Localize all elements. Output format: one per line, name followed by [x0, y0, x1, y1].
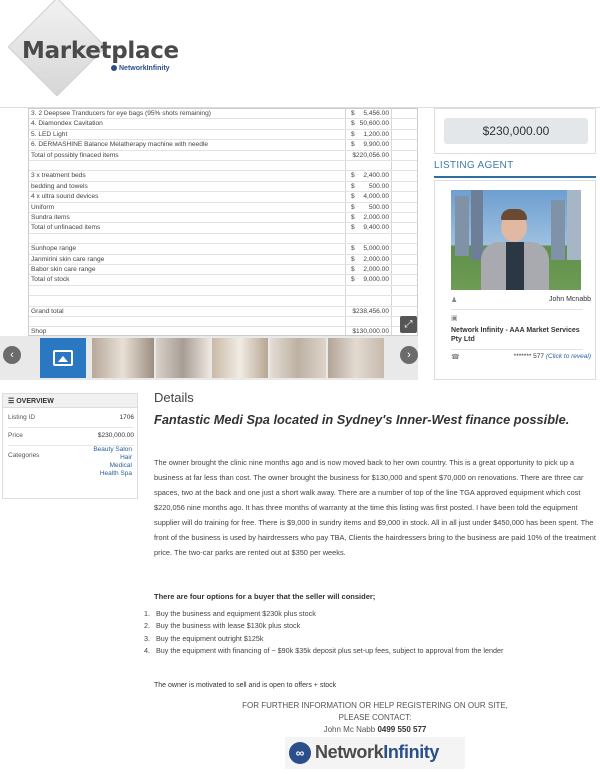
details-body: The owner brought the clinic nine months ago and is now moved back to her own country. This is a great opportunity to pick up a business at far less than cost. The owner brought the business for $130,000 and spent $70,000 on renovations. There are three car spaces, two at the back and one just a short walk away. There are a number of top of the line TGA approved equipment which cost $220,056 nine months ago. It has three months of warranty at the time this listing was first posted. I have been told the equipment supplier will do training for free. There is $9,000 in sundry items and $9,000 in stock. All in all just under $450,000 has been spent. The front of the business is used by hairdressers who pay TBA, Clients the hairdressers bring to the business are paid 10% of the treatment price. The two-car parks are rented out at $350 per weeks.: [154, 458, 596, 557]
details-title: Details: [154, 390, 194, 405]
photo-building: [455, 196, 469, 256]
logo-title[interactable]: Marketplace: [22, 38, 179, 64]
document-row: [29, 223, 418, 233]
doc-row-currency: $: [351, 120, 355, 128]
doc-row-label: 3 x treatment beds: [31, 172, 86, 180]
doc-row-value: $238,456.00: [352, 307, 389, 315]
doc-row-currency: $: [351, 245, 355, 253]
overview-price: [8, 432, 134, 446]
doc-row-value: 2,000.00: [363, 266, 389, 273]
doc-row-label: Total of unfinaced items: [31, 224, 101, 232]
doc-row-currency: $: [351, 182, 355, 190]
document-row: [29, 327, 418, 336]
photo-hair: [501, 209, 527, 220]
doc-row-value: 2,000.00: [363, 255, 389, 263]
doc-row-label: Babor skin care range: [31, 266, 96, 273]
doc-row-currency: $: [351, 130, 355, 138]
document-row: [29, 130, 418, 140]
option-number: 1.: [144, 609, 150, 618]
contact-phone[interactable]: 0499 550 577: [377, 725, 427, 734]
details-headline: Fantastic Medi Spa located in Sydney's Inner-West finance possible.: [154, 412, 570, 427]
option-number: 4.: [144, 646, 150, 656]
agent-name[interactable]: John Mcnabb: [548, 296, 591, 303]
doc-row-label: 4 x ultra sound devices: [31, 193, 99, 201]
document-row: [29, 234, 418, 244]
doc-row-currency: $: [351, 203, 355, 211]
doc-row-currency: $: [351, 214, 355, 221]
options-title: There are four options for a buyer that the seller will consider;: [154, 592, 376, 601]
details-note: The owner is motivated to sell and is open to offers + stock: [154, 682, 337, 689]
options-list: [144, 608, 596, 658]
doc-row-label: Grand total: [31, 307, 64, 315]
doc-row-value: 9,000.00: [363, 276, 389, 284]
next-arrow-icon[interactable]: ›: [400, 346, 418, 364]
document-row: [29, 171, 418, 181]
option-number: 3.: [144, 633, 150, 643]
doc-row-label: Uniform: [31, 203, 55, 211]
doc-row-currency: $: [351, 172, 355, 180]
doc-row-value: 4,000.00: [363, 193, 389, 201]
thumbnail-active[interactable]: [40, 338, 86, 378]
doc-row-value: 2,000.00: [363, 214, 389, 221]
doc-row-label: Total of stock: [31, 276, 70, 284]
logo-network-text: Network: [315, 742, 384, 762]
price-card: [434, 108, 596, 154]
agent-company[interactable]: Network Infinity - AAA Market Services Pty Ltd: [451, 327, 580, 343]
briefcase-icon: ▣: [451, 315, 458, 322]
option-text: Buy the business with lease $130k plus stock: [156, 621, 301, 631]
photo-building: [471, 190, 483, 260]
image-icon: [53, 350, 73, 366]
logo-subtitle-text: NetworkInfinity: [119, 65, 170, 72]
option-item: [144, 633, 596, 645]
document-row: [29, 244, 418, 254]
agent-phone[interactable]: [514, 353, 591, 360]
thumbnail-1[interactable]: [92, 338, 154, 378]
option-item: [144, 608, 596, 620]
agent-divider: [451, 309, 583, 310]
categories-label: Categories: [8, 452, 40, 459]
thumbnail-2[interactable]: [156, 338, 210, 378]
doc-row-currency: $: [351, 110, 355, 117]
doc-row-value: $130,000.00: [352, 328, 389, 336]
thumbnail-4[interactable]: [270, 338, 326, 378]
price-display: $230,000.00: [444, 118, 588, 144]
phone-icon: ☎: [451, 354, 460, 361]
doc-row-value: $220,056.00: [352, 151, 389, 159]
document-row: [29, 119, 418, 129]
overview-heading: [3, 394, 137, 408]
categories-list: [93, 446, 132, 478]
site-header: [0, 0, 600, 108]
contact-line-1: FOR FURTHER INFORMATION OR HELP REGISTERING ON OUR SITE,: [242, 701, 508, 710]
document-row: [29, 151, 418, 161]
document-row: [29, 182, 418, 192]
network-infinity-logo-text: [315, 742, 439, 763]
overview-title: OVERVIEW: [16, 398, 54, 405]
document-row: [29, 265, 418, 275]
logo-subtitle: [111, 65, 170, 72]
doc-row-label: Shop: [31, 328, 47, 336]
network-infinity-logo: [285, 737, 465, 769]
doc-row-value: 50,600.00: [359, 120, 389, 128]
category-link[interactable]: Medical: [109, 462, 132, 469]
prev-arrow-icon[interactable]: ‹: [3, 346, 21, 364]
document-row: [29, 286, 418, 296]
category-link[interactable]: Hair: [120, 454, 132, 461]
thumbnail-3[interactable]: [212, 338, 268, 378]
contact-name: John Mc Nabb: [323, 725, 376, 734]
network-infinity-icon: [111, 65, 117, 71]
listing-agent-heading: LISTING AGENT: [434, 160, 514, 171]
thumbnail-5[interactable]: [328, 338, 384, 378]
doc-row-currency: $: [351, 141, 355, 149]
option-item: [144, 645, 596, 657]
agent-phone-masked: ******* 577: [513, 353, 545, 360]
doc-row-label: Total of possibly finaced items: [31, 151, 119, 159]
document-row: [29, 203, 418, 213]
doc-row-value: 5,456.00: [363, 110, 389, 117]
price-value: $230,000.00: [97, 432, 134, 439]
document-row: [29, 109, 418, 119]
doc-row-value: 5,000.00: [363, 245, 389, 253]
doc-row-label: 6. DERMASHINE Balance Melatherapy machine with needle: [31, 141, 209, 149]
document-row: [29, 161, 418, 171]
option-item: [144, 620, 596, 632]
document-row: [29, 213, 418, 223]
agent-card: [434, 180, 596, 380]
document-row: [29, 255, 418, 265]
contact-person: [154, 724, 596, 736]
document-row: [29, 317, 418, 327]
photo-building: [551, 200, 565, 260]
agent-divider: [451, 349, 583, 350]
option-text: Buy the equipment outright $125k: [156, 633, 264, 643]
document-row: [29, 307, 418, 317]
document-row: [29, 192, 418, 202]
contact-block: [154, 700, 596, 736]
infinity-icon: ∞: [289, 742, 311, 764]
price-label: Price: [8, 432, 23, 439]
doc-row-label: 3. 2 Deepsee Tranducers for eye bags (95% shots remaining): [31, 110, 211, 117]
listing-id-value: 1706: [119, 414, 134, 421]
category-link[interactable]: Beauty Salon: [93, 446, 132, 453]
category-link[interactable]: Health Spa: [99, 470, 132, 477]
doc-row-value: 9,400.00: [363, 224, 389, 232]
contact-line-2: PLEASE CONTACT:: [338, 713, 412, 722]
option-text: Buy the equipment with financing of ~ $90k $35k deposit plus set-up fees, subject to approval from the lender: [156, 646, 504, 656]
doc-row-value: 500.00: [368, 203, 389, 211]
agent-heading-underline: [434, 176, 596, 178]
doc-row-currency: $: [351, 193, 355, 201]
document-row: [29, 140, 418, 150]
list-icon: ☰: [8, 398, 15, 405]
doc-row-label: Sundra items: [31, 214, 70, 221]
doc-row-currency: $: [351, 276, 355, 284]
user-icon: ♟: [451, 297, 458, 304]
document-row: [29, 296, 418, 306]
doc-row-currency: $: [351, 224, 355, 232]
doc-row-currency: $: [351, 266, 355, 273]
option-text: Buy the business and equipment $230k plus stock: [156, 609, 316, 618]
document-row: [29, 275, 418, 285]
doc-row-label: 5. LED Light: [31, 130, 68, 138]
click-to-reveal-link[interactable]: (Click to reveal): [545, 353, 591, 360]
photo-shirt: [506, 242, 524, 290]
expand-icon[interactable]: ⤢: [400, 316, 417, 333]
overview-panel: [2, 393, 138, 499]
doc-row-label: 4. Diamondex Cavitation: [31, 120, 103, 128]
doc-row-label: Janmirini skin care range: [31, 255, 105, 263]
doc-row-label: Sunhope range: [31, 245, 77, 253]
agent-photo: [451, 190, 581, 290]
doc-row-value: 2,400.00: [363, 172, 389, 180]
listing-document-image: [28, 108, 418, 336]
logo-infinity-text: Infinity: [383, 742, 440, 762]
doc-row-currency: $: [351, 255, 355, 263]
overview-listing-id: [8, 414, 134, 428]
photo-building: [567, 190, 581, 260]
listing-id-label: Listing ID: [8, 414, 36, 421]
option-number: 2.: [144, 621, 150, 631]
doc-row-value: 1,200.00: [363, 130, 389, 138]
doc-row-value: 500.00: [368, 182, 389, 190]
doc-row-value: 9,900.00: [363, 141, 389, 149]
doc-row-label: bedding and towels: [31, 182, 88, 190]
